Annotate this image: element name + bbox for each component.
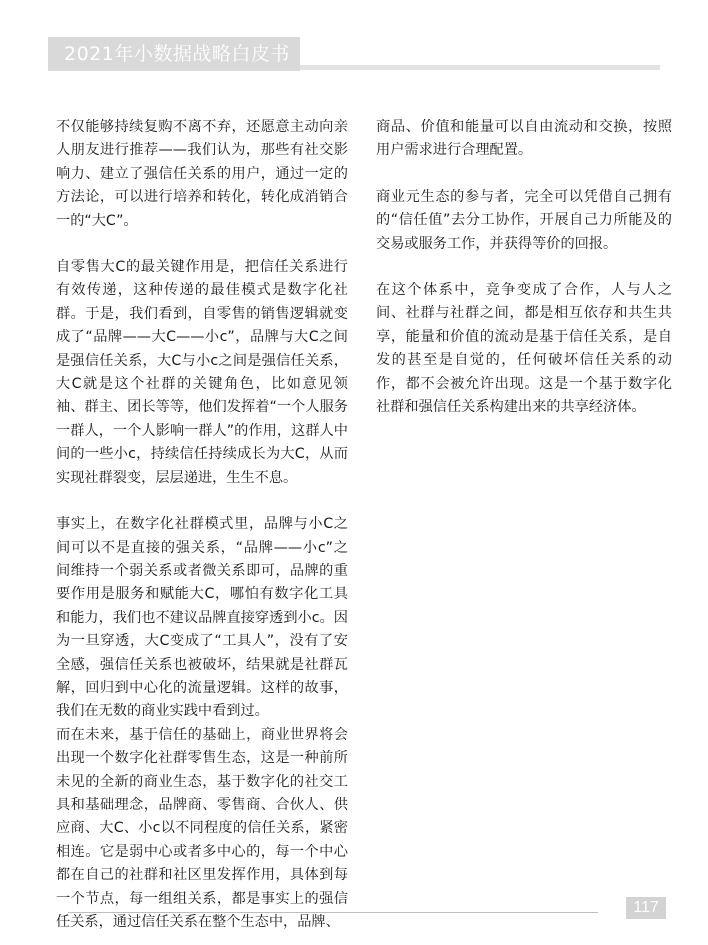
footer-divider: [68, 912, 598, 913]
paragraph: 商品、价值和能量可以自由流动和交换，按照用户需求进行合理配置。: [376, 119, 672, 159]
paragraph: 商业元生态的参与者，完全可以凭借自己拥有的“信任值”去分工协作，开展自己力所能及的交易或服务工作，并获得等价的回报。: [376, 188, 672, 252]
document-title: 2021年小数据战略白皮书: [64, 43, 290, 65]
right-column: [376, 116, 672, 442]
paragraph: 事实上，在数字化社群模式里，品牌与小C之间可以不是直接的强关系，“品牌——小c”之间维持一个弱关系或者微关系即可，品牌的重要作用是服务和赋能大C，哪怕有数字化工具和能力，我们也不建议品牌直接穿透到小c。因为一旦穿透，大C变成了“工具人”，没有了安全感，强信任关系也被破坏，结果就是社群瓦解，回归到中心化的流量逻辑。这样的故事，我们在无数的商业实践中看到过。: [56, 516, 348, 720]
paragraph: 自零售大C的最关键作用是，把信任关系进行有效传递，这种传递的最佳模式是数字化社群。于是，我们看到，自零售的销售逻辑就变成了“品牌——大C——小c”，品牌与大C之间是强信任关系，大C与小c之间是强信任关系，大C就是这个社群的关键角色，比如意见领袖、群主、团长等等，他们发挥着“一个人服务一群人，一个人影响一群人”的作用，这群人中间的一些小c，持续信任持续成长为大C，从而实现社群裂变，层层递进，生生不息。: [56, 259, 348, 486]
paragraph: 不仅能够持续复购不离不弃，还愿意主动向亲人朋友进行推荐——我们认为，那些有社交影响力、建立了强信任关系的用户，通过一定的方法论，可以进行培养和转化，转化成消销合一的“大C”。: [56, 119, 348, 229]
left-column: [56, 116, 348, 934]
paragraph: 而在未来，基于信任的基础上，商业世界将会出现一个数字化社群零售生态，这是一种前所未见的全新的商业生态，基于数字化的社交工具和基础理念，品牌商、零售商、合伙人、供应商、大C、小c以不同程度的信任关系，紧密相连。它是弱中心或者多中心的，每一个中心都在自己的社群和社区里发挥作用，具体到每一个节点，每一组组关系，都是事实上的强信任关系，通过信任关系在整个生态中，品牌、: [56, 726, 348, 930]
header-divider: [300, 65, 660, 70]
paragraph: 在这个体系中，竞争变成了合作，人与人之间、社群与社群之间，都是相互依存和共生共享，能量和价值的流动是基于信任关系，是自发的甚至是自觉的，任何破坏信任关系的动作，都不会被允许出现。这是一个基于数字化社群和强信任关系构建出来的共享经济体。: [376, 282, 672, 416]
page-number: 117: [626, 897, 666, 919]
